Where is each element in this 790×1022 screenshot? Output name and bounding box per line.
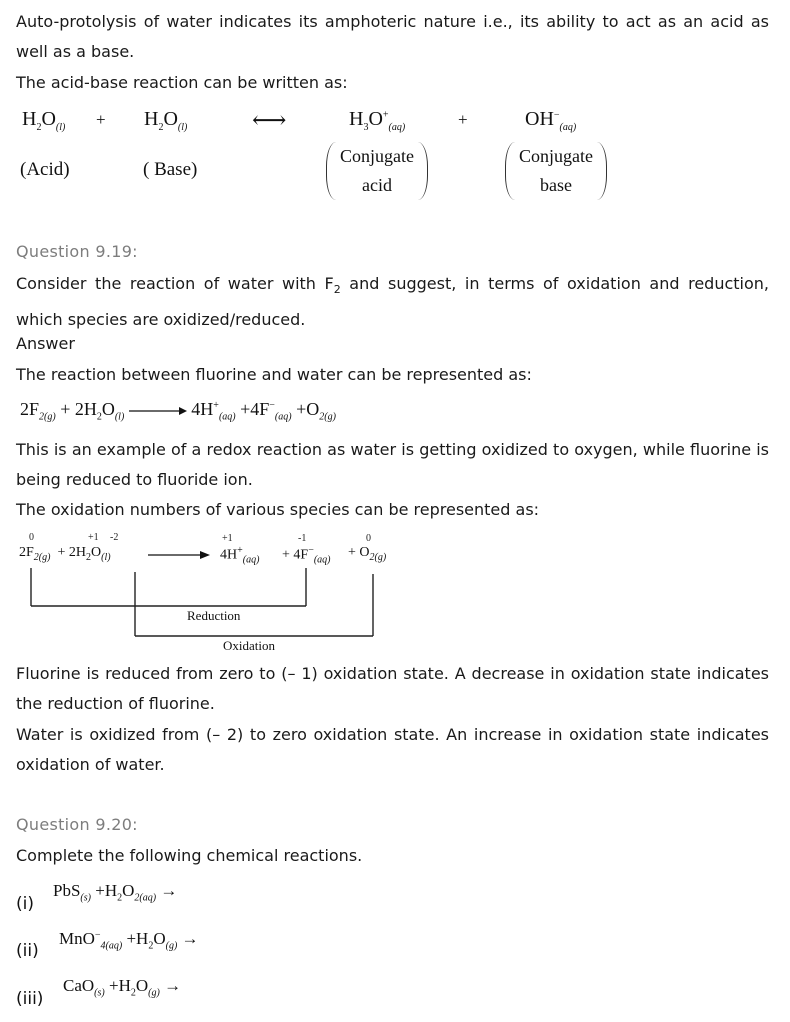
ox-number-o: -2 xyxy=(110,532,119,543)
reaction-label: (iii) xyxy=(16,989,44,1009)
conjugate-acid-line1: Conjugate xyxy=(340,146,414,166)
reactant-water-2: $H_2O_{(l)}$ xyxy=(144,108,188,133)
diagram-products: $4H^+_{(aq)}$ xyxy=(220,545,260,566)
ox-number-fminus: -1 xyxy=(298,533,307,544)
ox-number-f2: 0 xyxy=(29,532,34,543)
reaction-label: (ii) xyxy=(16,941,39,961)
conjugate-acid-label xyxy=(326,142,428,200)
plus-sign: + xyxy=(458,110,468,129)
reactant-water-1: $H_2O_{(l)}$ xyxy=(22,108,66,133)
answer-label: Answer xyxy=(16,334,75,353)
ox-number-o2: 0 xyxy=(366,533,371,544)
reaction-equation: $CaO_{(s)} +H_2O_{(g)}$ → xyxy=(63,976,182,999)
reaction-arrow xyxy=(129,405,187,417)
conjugate-acid-line2: acid xyxy=(362,175,392,195)
intro-paragraph: Auto-protolysis of water indicates its amphoteric nature i.e., its ability to act as an acid as well as a base. xyxy=(16,12,769,61)
answer-paragraph: This is an example of a redox reaction as water is getting oxidized to oxygen, while fluorine is being reduced to fluoride ion. xyxy=(16,440,769,489)
label-acid: (Acid) xyxy=(20,159,70,180)
question-title: Question 9.19: xyxy=(16,242,138,261)
question-text: Complete the following chemical reactions. xyxy=(16,846,363,865)
answer-paragraph: The oxidation numbers of various species can be represented as: xyxy=(16,500,540,519)
diagram-oxygen: + $O_{2(g)}$ xyxy=(348,545,387,563)
equilibrium-arrow: ⟷ xyxy=(252,108,287,134)
oxidation-label: Oxidation xyxy=(223,638,275,653)
plus-sign: + xyxy=(96,110,106,129)
diagram-fluoride: + $4F^-_{(aq)}$ xyxy=(282,545,331,566)
reaction-label: (i) xyxy=(16,894,34,914)
ox-number-hplus: +1 xyxy=(222,533,233,544)
answer-paragraph: Fluorine is reduced from zero to (– 1) oxidation state. A decrease in oxidation state indicates the reduction of fluorine. xyxy=(16,664,769,713)
fluorine-water-equation: $2F_{2(g)} + 2H_2O_{(l)}$ $4H^+_{(aq)} +4F^-_{(aq)} +O_{2(g)}$ xyxy=(20,399,336,423)
question-text: Consider the reaction of water with $F_2$ and suggest, in terms of oxidation and reduction, which species are oxidized/reduced. xyxy=(16,274,769,330)
conjugate-base-line2: base xyxy=(540,175,572,195)
reduction-label: Reduction xyxy=(187,608,241,623)
reaction-equation: $MnO^-_{4(aq)} +H_2O_{(g)}$ → xyxy=(59,929,199,952)
product-hydronium: $H_3O^+_{(aq)}$ xyxy=(349,108,406,133)
redox-bracket-lines xyxy=(0,560,420,640)
label-base: ( Base) xyxy=(143,159,198,180)
answer-paragraph: Water is oxidized from (– 2) to zero oxidation state. An increase in oxidation state indicates oxidation of water. xyxy=(16,725,769,774)
conjugate-base-label xyxy=(505,142,607,200)
reaction-equation: $PbS_{(s)} +H_2O_{2(aq)}$ → xyxy=(53,881,178,904)
question-title: Question 9.20: xyxy=(16,815,138,834)
intro-reaction-lead: The acid-base reaction can be written as: xyxy=(16,73,348,92)
product-hydroxide: $OH^-_{(aq)}$ xyxy=(525,108,577,133)
ox-number-h: +1 xyxy=(88,532,99,543)
diagram-equation: $2F_{2(g)} + 2H_2O_{(l)}$ xyxy=(19,545,111,563)
answer-paragraph: The reaction between fluorine and water can be represented as: xyxy=(16,365,532,384)
conjugate-base-line1: Conjugate xyxy=(519,146,593,166)
